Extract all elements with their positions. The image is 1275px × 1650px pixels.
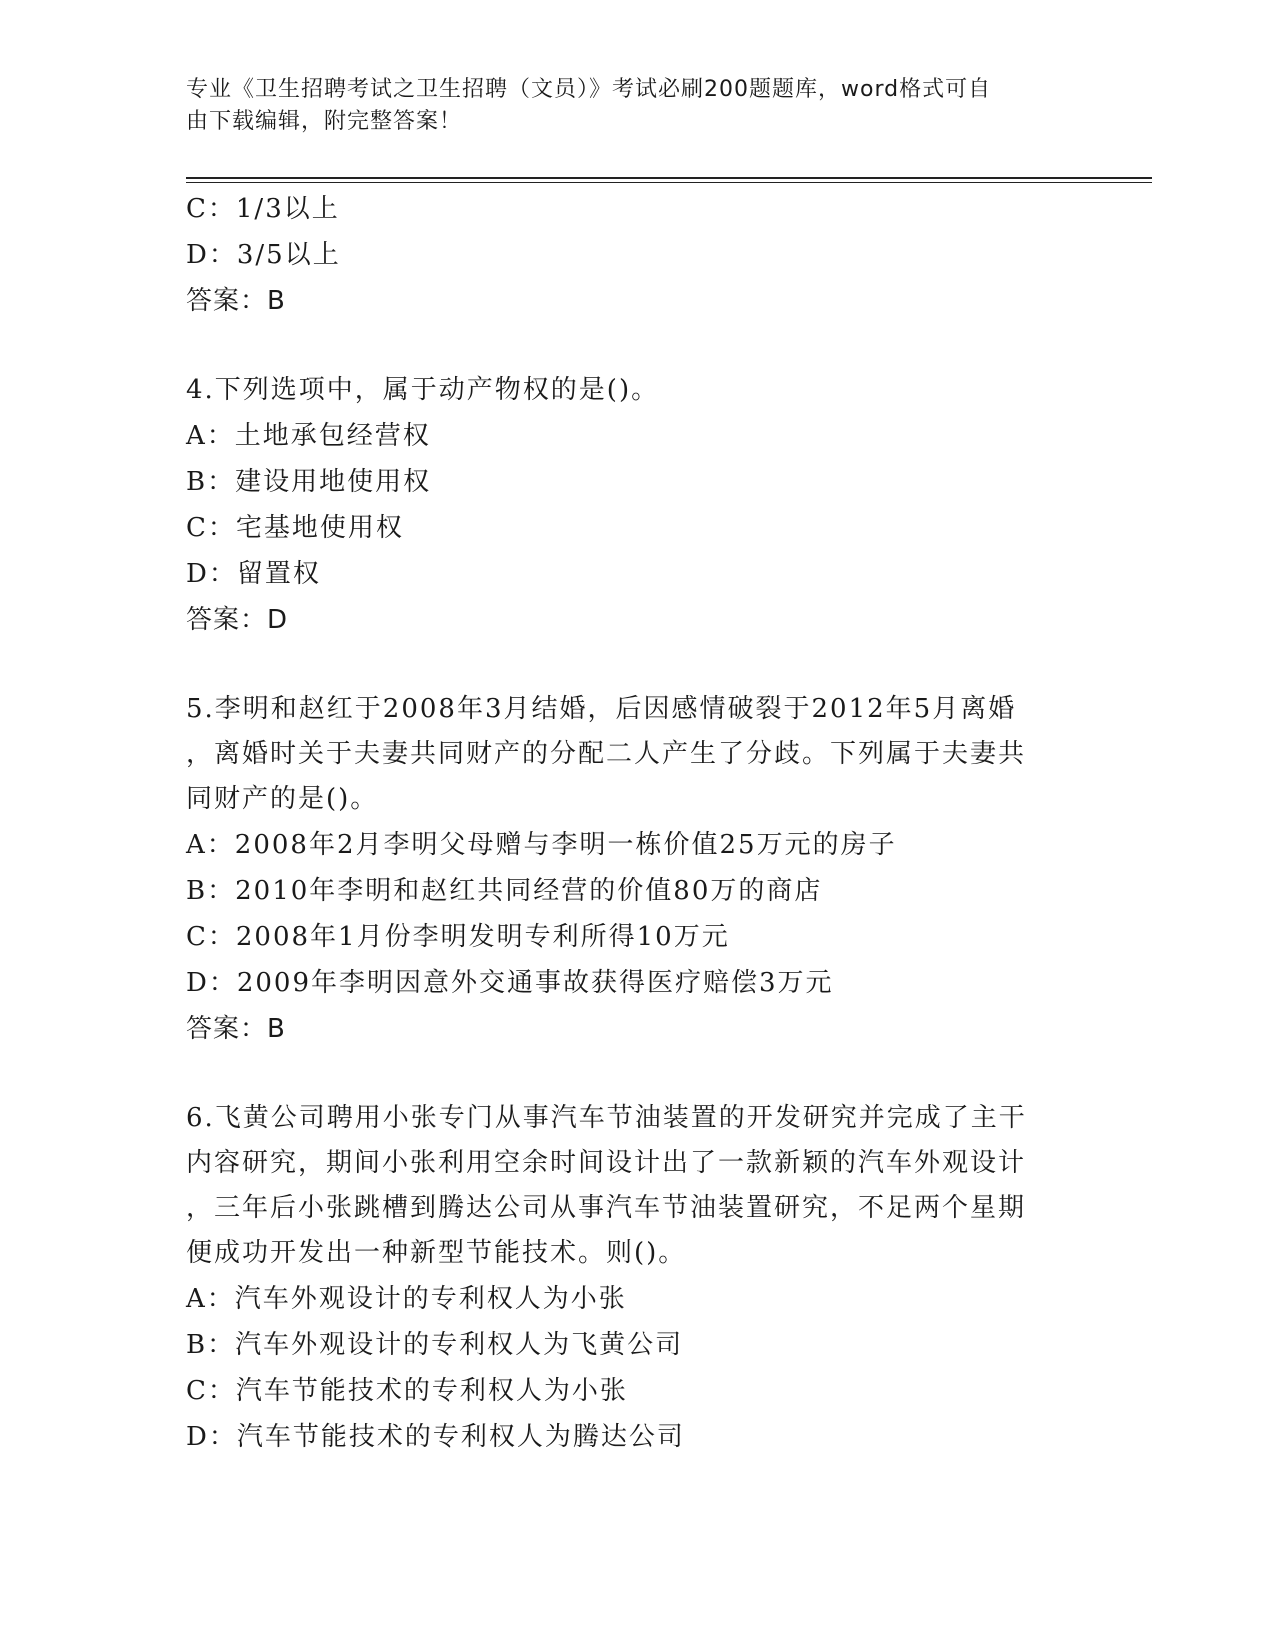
- question-5: [186, 687, 1066, 1052]
- question-text: 4.下列选项中，属于动产物权的是()。: [186, 375, 660, 405]
- question-text-line-2: ，离婚时关于夫妻共同财产的分配二人产生了分歧。下列属于夫妻共: [186, 739, 1027, 769]
- page-header: [186, 74, 1066, 138]
- header-divider-thick: [186, 177, 1152, 179]
- header-line-2: 由下载编辑，附完整答案！: [186, 109, 463, 134]
- header-line-1: 专业《卫生招聘考试之卫生招聘（文员）》考试必刷200题题库，word格式可自: [186, 77, 992, 102]
- option-b: B：2010年李明和赵红共同经营的价值80万的商店: [186, 876, 823, 906]
- question-text-line-1: 6.飞黄公司聘用小张专门从事汽车节油装置的开发研究并完成了主干: [186, 1103, 1027, 1133]
- option-a: A：2008年2月李明父母赠与李明一栋价值25万元的房子: [186, 830, 897, 860]
- question-text-line-2: 内容研究，期间小张利用空余时间设计出了一款新颖的汽车外观设计: [186, 1148, 1027, 1178]
- option-d: D：2009年李明因意外交通事故获得医疗赔偿3万元: [186, 968, 834, 998]
- option-c: C：2008年1月份李明发明专利所得10万元: [186, 922, 730, 952]
- option-c: C：宅基地使用权: [186, 513, 404, 543]
- spacer: [186, 1052, 1066, 1096]
- question-text-line-3: 同财产的是()。: [186, 784, 379, 814]
- question-list: [186, 186, 1066, 1460]
- question-text-line-3: ，三年后小张跳槽到腾达公司从事汽车节油装置研究，不足两个星期: [186, 1193, 1027, 1223]
- question-text-line-4: 便成功开发出一种新型节能技术。则()。: [186, 1238, 687, 1268]
- question-6: [186, 1096, 1066, 1460]
- answer-line: 答案：B: [186, 1014, 286, 1044]
- question-text-line-1: 5.李明和赵红于2008年3月结婚，后因感情破裂于2012年5月离婚: [186, 694, 1017, 724]
- option-a: A：汽车外观设计的专利权人为小张: [186, 1284, 627, 1314]
- option-c: C：汽车节能技术的专利权人为小张: [186, 1376, 628, 1406]
- answer-line: 答案：D: [186, 605, 289, 635]
- header-divider-thin: [186, 182, 1152, 183]
- option-b: B：建设用地使用权: [186, 467, 432, 497]
- option-d: D：3/5以上: [186, 240, 341, 270]
- option-d: D：留置权: [186, 559, 321, 589]
- spacer: [186, 643, 1066, 687]
- answer-line: 答案：B: [186, 286, 286, 316]
- option-d: D：汽车节能技术的专利权人为腾达公司: [186, 1422, 685, 1452]
- option-c: C：1/3以上: [186, 194, 340, 224]
- option-a: A：土地承包经营权: [186, 421, 431, 451]
- question-4: [186, 368, 1066, 643]
- spacer: [186, 324, 1066, 368]
- question-3: [186, 186, 1066, 324]
- option-b: B：汽车外观设计的专利权人为飞黄公司: [186, 1330, 684, 1360]
